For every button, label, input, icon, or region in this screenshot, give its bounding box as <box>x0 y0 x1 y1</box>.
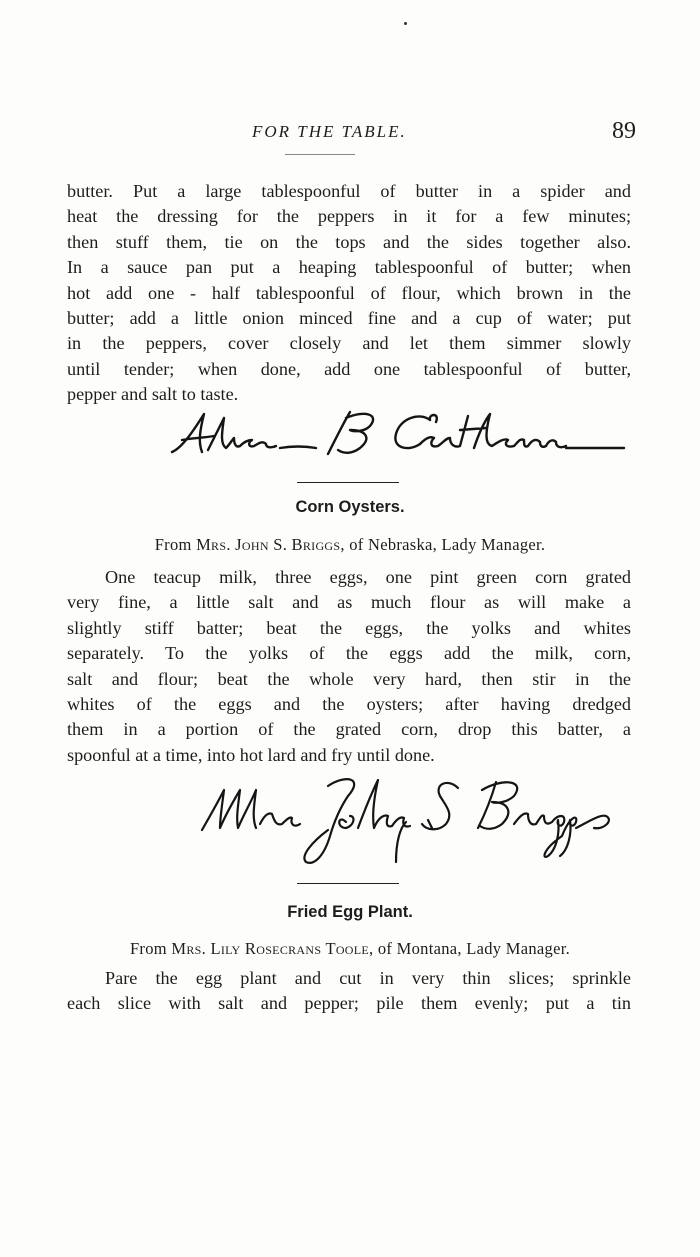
text-line: then stuff them, tie on the tops and the sides together also. <box>67 231 631 252</box>
text-line: each slice with salt and pepper; pile them evenly; put a tin <box>67 993 631 1014</box>
section-divider <box>297 883 399 884</box>
recipe-paragraph <box>67 966 631 1017</box>
attribution-name: Mrs. John S. Briggs <box>196 535 341 554</box>
text-line: salt and flour; beat the whole very hard, then stir in the <box>67 668 631 689</box>
recipe-attribution <box>0 939 700 959</box>
text-line: until tender; when done, add one tablespoonful of butter, <box>67 358 631 379</box>
text-line: hot add one - half tablespoonful of flour, which brown in the <box>67 282 631 303</box>
text-line: whites of the eggs and the oysters; after having dredged <box>67 694 631 715</box>
text-line: in the peppers, cover closely and let them simmer slowly <box>67 333 631 354</box>
recipe-attribution <box>0 535 700 555</box>
text-line: pepper and salt to taste. <box>67 384 239 405</box>
text-line: slightly stiff batter; beat the eggs, the yolks and whites <box>67 617 631 638</box>
page-number: 89 <box>612 118 636 144</box>
attribution-suffix: , of Nebraska, Lady Manager. <box>340 535 546 554</box>
attribution-suffix: , of Montana, Lady Manager. <box>369 939 571 958</box>
recipe-title: Corn Oysters. <box>295 498 405 516</box>
ink-speck <box>404 22 407 25</box>
page-header <box>0 118 700 162</box>
recipe-paragraph <box>67 565 631 768</box>
section-divider <box>297 482 399 483</box>
recipe-title: Fried Egg Plant. <box>287 903 413 921</box>
continuation-paragraph <box>67 179 631 408</box>
text-line: separately. To the yolks of the eggs add the milk, corn, <box>67 643 631 664</box>
attribution-name: Mrs. Lily Rosecrans Toole <box>171 939 370 958</box>
text-line: spoonful at a time, into hot lard and fry until done. <box>67 744 435 765</box>
text-line: heat the dressing for the peppers in it for a few minutes; <box>67 206 631 227</box>
signature-briggs <box>196 772 636 872</box>
text-line: very fine, a little salt and as much flour as will make a <box>67 592 631 613</box>
running-head: FOR THE TABLE. <box>252 122 407 141</box>
text-line: butter; add a little onion minced fine and a cup of water; put <box>67 308 631 329</box>
text-line: In a sauce pan put a heaping tablespoonful of butter; when <box>67 257 631 278</box>
text-line: butter. Put a large tablespoonful of butter in a spider and <box>67 181 631 201</box>
text-line: Pare the egg plant and cut in very thin slices; sprinkle <box>105 968 631 988</box>
text-line: them in a portion of the grated corn, drop this batter, a <box>67 719 631 740</box>
attribution-prefix: From <box>129 939 172 958</box>
signature-castleman <box>168 408 628 470</box>
text-line: One teacup milk, three eggs, one pint green corn grated <box>105 567 631 587</box>
header-rule <box>285 154 355 155</box>
attribution-prefix: From <box>154 535 197 554</box>
